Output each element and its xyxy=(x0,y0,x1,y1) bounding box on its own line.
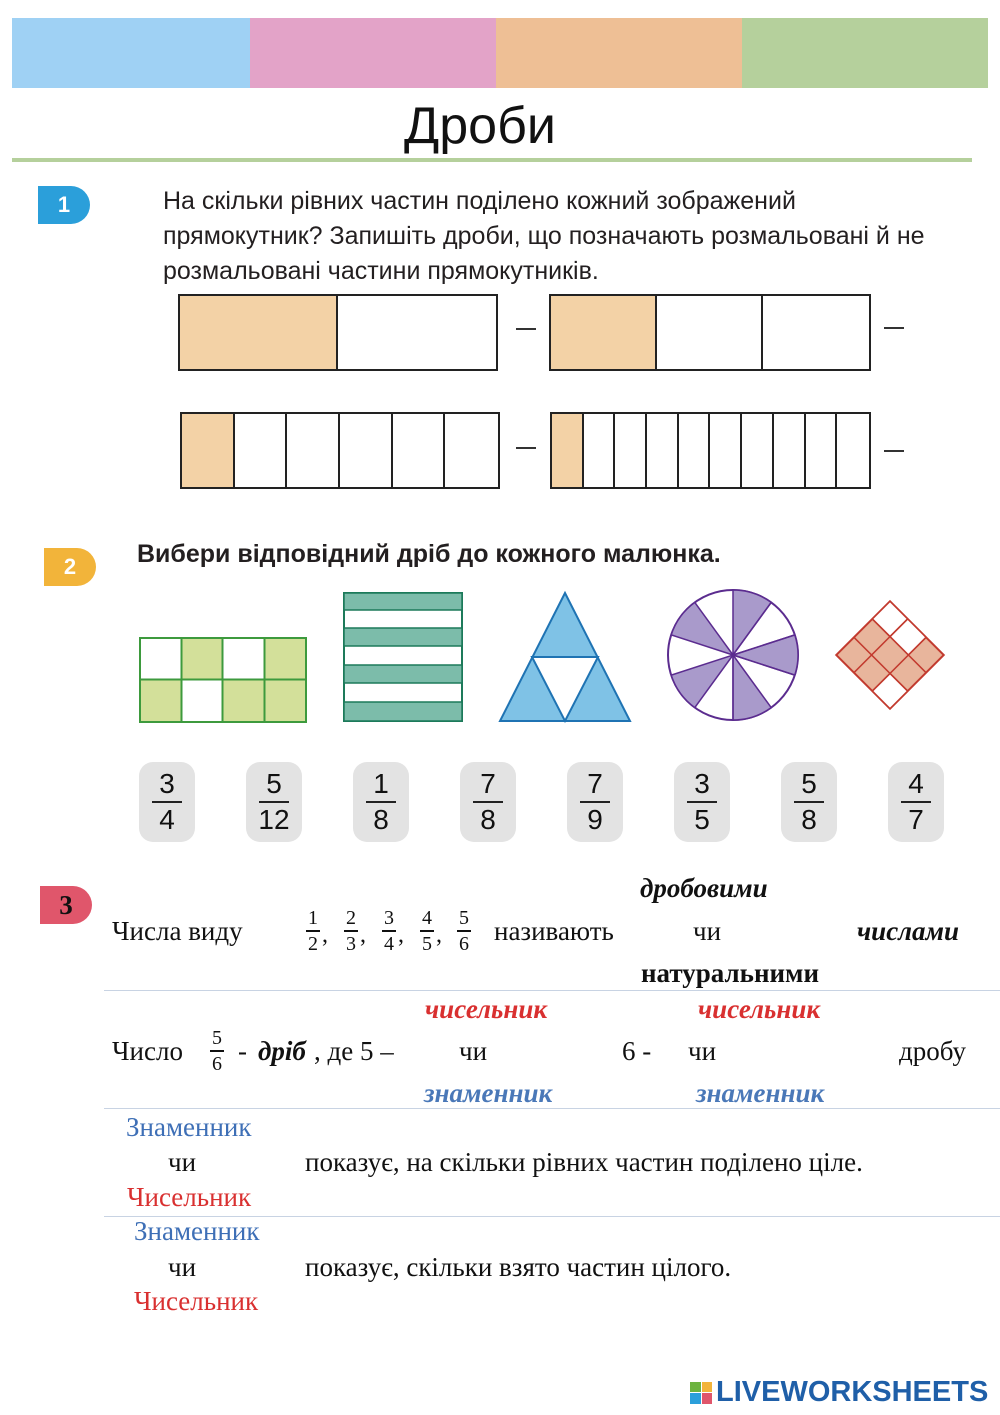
option-numerator: 5 xyxy=(801,768,817,799)
answer-blank-2[interactable] xyxy=(884,327,904,329)
row1-fraction: 5 6 xyxy=(459,907,469,955)
option-denominator: 5 xyxy=(694,804,710,835)
option-denominator: 8 xyxy=(373,804,389,835)
option-numerator: 5 xyxy=(266,768,282,799)
task-1-badge: 1 xyxy=(38,186,90,224)
row1-or: чи xyxy=(693,916,722,946)
option-numerator: 3 xyxy=(694,768,710,799)
option-chyselnyk-2[interactable]: чисельник xyxy=(698,994,821,1024)
row1-fraction: 2 3 xyxy=(346,907,356,955)
comma: , xyxy=(398,922,404,948)
row1-fraction: 4 5 xyxy=(422,907,432,955)
option-chyselnyk-1[interactable]: чисельник xyxy=(425,994,548,1024)
option-numerator: 4 xyxy=(908,768,924,799)
circle-shape xyxy=(668,590,798,720)
task-2-instruction: Вибери відповідний дріб до кожного малюнка. xyxy=(137,540,721,568)
rectangle-halves xyxy=(178,294,498,371)
row2-prefix: Число xyxy=(112,1036,183,1066)
header-band-orange xyxy=(496,18,742,88)
page-title: Дроби xyxy=(404,97,556,155)
logo-icon xyxy=(690,1382,712,1404)
header-band-green xyxy=(742,18,988,88)
row2-six: 6 - xyxy=(622,1036,652,1066)
option-numerator: 7 xyxy=(480,768,496,799)
row2-where: , де 5 – xyxy=(314,1036,394,1066)
header-band-pink xyxy=(250,18,496,88)
row1-fraction: 3 4 xyxy=(384,907,394,955)
answer-blank-1[interactable] xyxy=(516,328,536,330)
option-znamennyk-3[interactable]: Знаменник xyxy=(126,1112,252,1142)
row3-or: чи xyxy=(168,1147,197,1177)
triangle-shape xyxy=(500,593,630,721)
fraction-option-card[interactable] xyxy=(246,762,302,842)
row1-suffix: числами xyxy=(857,916,960,946)
row2-or-2: чи xyxy=(688,1036,717,1066)
option-naturalnymy[interactable]: натуральними xyxy=(641,958,820,988)
fraction-option-card[interactable] xyxy=(674,762,730,842)
comma: , xyxy=(436,922,442,948)
comma: , xyxy=(360,922,366,948)
row1-verb: називають xyxy=(494,916,614,946)
separator xyxy=(104,990,1000,991)
rectangle-thirds xyxy=(549,294,871,371)
header-band-blue xyxy=(12,18,250,88)
row2-or-1: чи xyxy=(459,1036,488,1066)
task-1-instruction: На скільки рівних частин поділено кожний зображений прямокутник? Запишіть дроби, що позначають розмальовані й не розмальовані частини прямокутників. xyxy=(163,187,925,285)
option-numerator: 1 xyxy=(373,768,389,799)
liveworksheets-logo xyxy=(690,1376,988,1409)
separator xyxy=(104,1108,1000,1109)
option-znamennyk-2[interactable]: знаменник xyxy=(696,1078,825,1108)
option-drobovymy[interactable]: дробовими xyxy=(640,873,768,903)
row2-fraction: 5 6 xyxy=(212,1027,222,1075)
comma: , xyxy=(322,922,328,948)
option-chyselnyk-4[interactable]: Чисельник xyxy=(134,1286,259,1316)
fraction-option-card[interactable] xyxy=(353,762,409,842)
row4-text: показує, скільки взято частин цілого. xyxy=(305,1252,732,1282)
option-denominator: 12 xyxy=(258,804,290,835)
option-chyselnyk-3[interactable]: Чисельник xyxy=(127,1182,252,1212)
title-underline xyxy=(12,158,972,162)
option-denominator: 4 xyxy=(159,804,175,835)
rectangle-tenths xyxy=(550,412,871,489)
option-znamennyk-4[interactable]: Знаменник xyxy=(134,1216,260,1246)
row1-fraction: 1 2 xyxy=(308,907,318,955)
option-denominator: 7 xyxy=(908,804,924,835)
fraction-option-card[interactable] xyxy=(567,762,623,842)
row3-text: показує, на скільки рівних частин поділено ціле. xyxy=(305,1147,863,1177)
task-2-badge: 2 xyxy=(44,548,96,586)
option-denominator: 8 xyxy=(801,804,817,835)
fraction-option-card[interactable] xyxy=(888,762,944,842)
option-denominator: 9 xyxy=(587,804,603,835)
logo-text: LIVEWORKSHEETS xyxy=(716,1376,989,1408)
rectangle-sixths xyxy=(180,412,500,489)
fraction-option-card[interactable] xyxy=(781,762,837,842)
row2-dash: - xyxy=(238,1036,247,1066)
row1-prefix: Числа виду xyxy=(112,916,243,946)
option-denominator: 8 xyxy=(480,804,496,835)
fraction-option-card[interactable] xyxy=(460,762,516,842)
grid-rectangle-shape xyxy=(140,638,306,722)
fraction-option-card[interactable] xyxy=(139,762,195,842)
option-numerator: 7 xyxy=(587,768,603,799)
row2-suffix: дробу xyxy=(899,1036,966,1066)
shapes-row xyxy=(0,585,1000,735)
task-3-badge: 3 xyxy=(40,886,92,924)
answer-blank-4[interactable] xyxy=(884,450,904,452)
row2-term: дріб xyxy=(258,1036,306,1066)
option-znamennyk-1[interactable]: знаменник xyxy=(424,1078,553,1108)
rhombus-shape xyxy=(836,601,943,708)
row4-or: чи xyxy=(168,1252,197,1282)
option-numerator: 3 xyxy=(159,768,175,799)
striped-rectangle-shape xyxy=(344,593,462,721)
answer-blank-3[interactable] xyxy=(516,447,536,449)
